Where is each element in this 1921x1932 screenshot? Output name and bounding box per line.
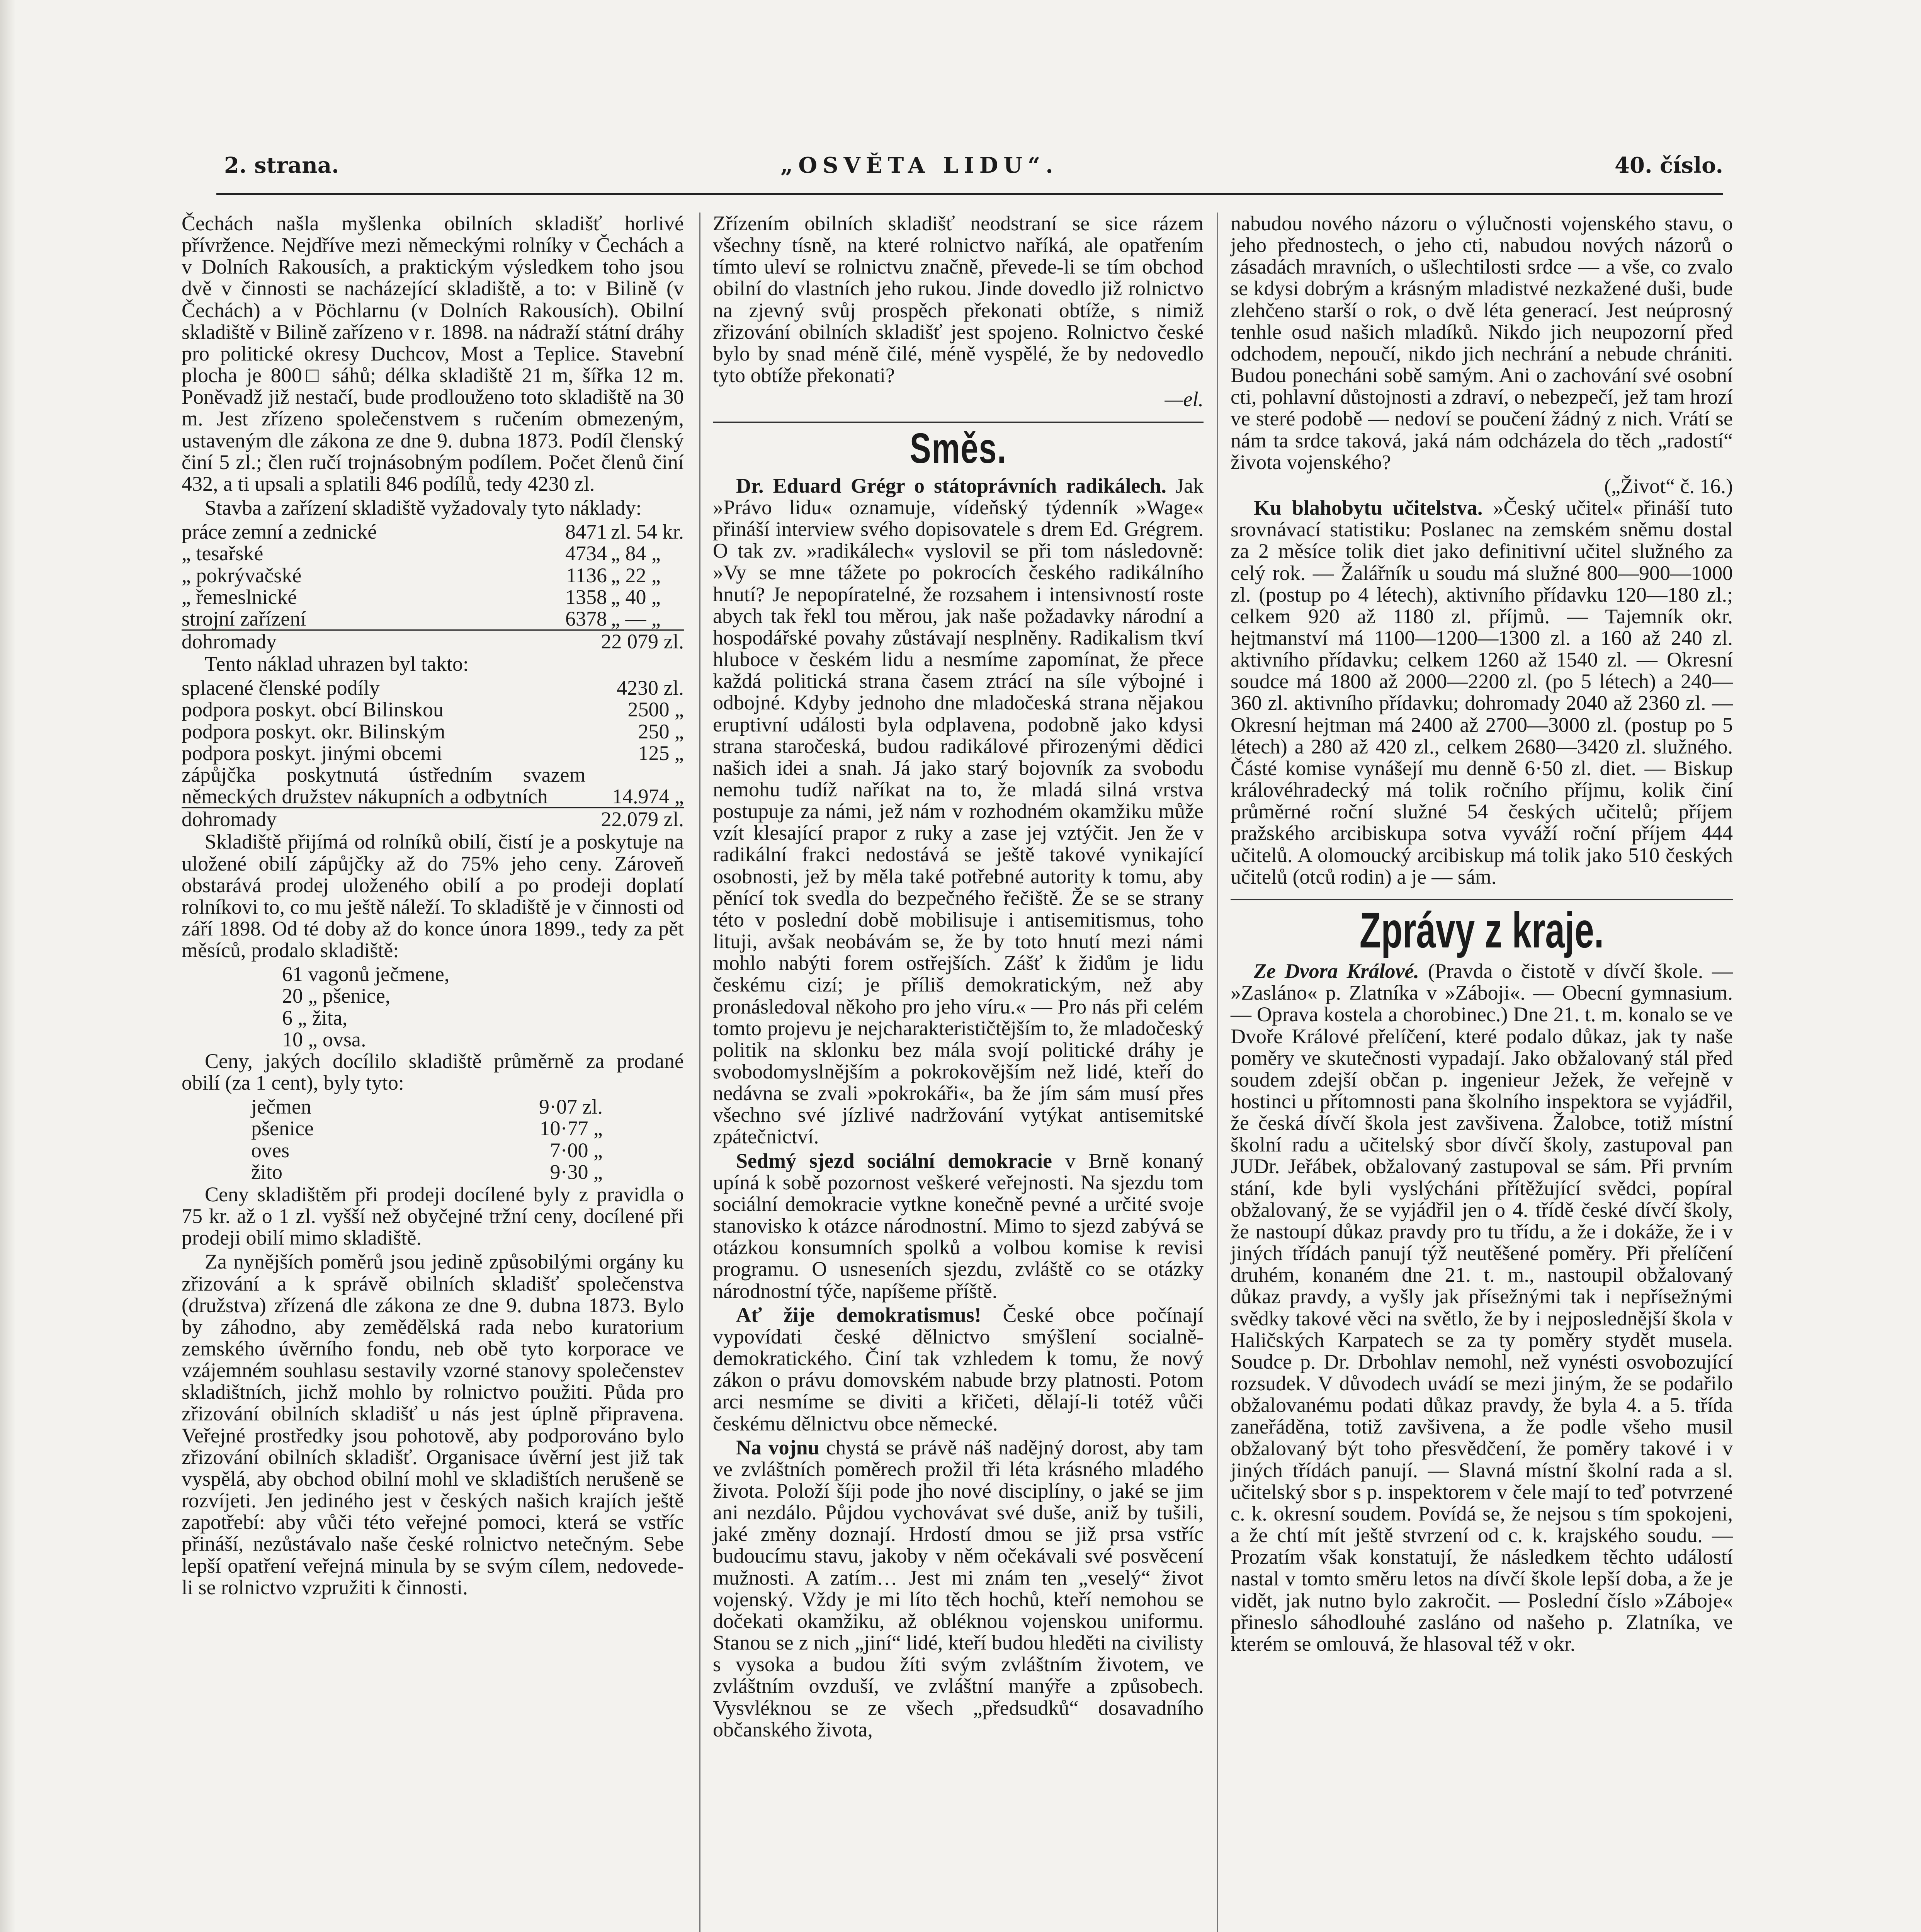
- section-heading-zpravy: Zprávy z kraje.: [1359, 901, 1604, 958]
- newspaper-title: „OSVĚTA LIDU“.: [780, 153, 1059, 178]
- prices-table: [251, 1096, 603, 1183]
- table-row: ječmen 9·07 zl.: [251, 1095, 603, 1119]
- page-binding-edge: [0, 0, 15, 1932]
- table-row: pšenice 10·77 „: [251, 1117, 603, 1140]
- paragraph: Ceny skladištěm při prodeji docílené byly z pravidla o 75 kr. až o 1 zl. vyšší než obyčejné tržní ceny, docílené při prodeji obilí mimo skladiště.: [182, 1182, 684, 1250]
- column-2: [713, 213, 1204, 1743]
- table-row: žito 9·30 „: [251, 1160, 603, 1184]
- news-item: Dr. Eduard Grégr o státoprávních radikálech. Jak »Právo lidu« oznamuje, vídeňský týdenník »Wage« přináší interview svého dopisovatele s drem Ed. Grégrem. O tak zv. »radikálech« vyslovil se při tom následovně: »Vy se mne tážete po pokrocích českého radikálního hnutí? Je nepopíratelné, že rozsahem i intensivností roste abych tak řekl tou měrou, jak naše požadavky národní a hospodářské povahy zůstávají nesplněny. Radikalism tkví hluboce v českém lidu a nesmíme zapomínat, že přece každá politická strana časem ztrácí na síle výbojné i odbojné. Kdyby jednoho dne mladočeská strana nějakou eruptivní události byla odplavena, podobně jako kdysi strana staročeská, budou radikálové přirozenými dědici našich idei a snah. Já jako starý bojovník za svobodu nemohu tudíž naříkat na to, že mladá silná vrstva postupuje za námi, jež nám v rozhodném okamžiku může vzít klesající prapor z ruky a zase jej vztýčit. Jen že v radikální frakci nedostává se ještě takové vynikající osobnosti, jež by měla také potřebné autority k tomu, aby pěnící tok svedla do bezpečného řečiště. Že se se strany této v poslední době mobilisuje i antisemitismus, toho lituji, avšak neobávám se, že by toto hnutí mezi námi mohlo nabýti forem ostřejších. Zášť k židům je lidu českému cizí; je příliš demokratickým, než aby pronásledoval někoho pro jeho víru.« — Pro nás při celém tomto projevu je nejcharakterističtějším to, že mladočeský politik na sklonku bez mála svojí politické dráhy je svobodomyslnějším a pokrokovějším než lidé, kteří do nedávna se zvali »pokrokáři«, ba že jím sám musí přes všechno své jízlivé nadržování vytýkat antisemitské zpátečnictví.: [713, 474, 1204, 1148]
- table-row: „ řemeslnické 1358 „ 40 „: [182, 585, 661, 609]
- table-row: podpora poskyt. obcí Bilinskou 2500 „: [182, 698, 684, 721]
- table-row: „ tesařské 4734 „ 84 „: [182, 542, 661, 565]
- paragraph: Ceny, jakých docílilo skladiště průměrně za prodané obilí (za 1 cent), byly tyto:: [182, 1049, 684, 1095]
- table-row: strojní zařízení 6378 „ — „: [182, 607, 661, 630]
- table-row: práce zemní a zednické 8471 zl. 54 kr.: [182, 520, 684, 544]
- table-row: zápůjčka poskytnutá ústředním svazem německých družstev nákupních a odbytních 14.974 „: [182, 763, 684, 808]
- signature: —el.: [1164, 388, 1204, 411]
- table-row-total: dohromady 22 079 zl.: [182, 629, 684, 653]
- page-header: [216, 153, 1723, 184]
- news-item: Ať žije demokratismus! České obce počínají vypovídati české dělnictvo smýšlení socialně-demokratického. Činí tak vzhledem k tomu, že nový zákon o právu domovském nabude brzy platnosti. Potom arci nesmíme se diviti a křičeti, dělají-li totéž vůči českému dělnictvu obce německé.: [713, 1303, 1204, 1435]
- table-row: podpora poskyt. okr. Bilinským 250 „: [182, 719, 684, 743]
- table-row: „ pokrývačské 1136 „ 22 „: [182, 563, 661, 587]
- paragraph: Stavba a zařízení skladiště vyžadovaly tyto náklady:: [205, 496, 642, 520]
- news-item: Sedmý sjezd sociální demokracie v Brně konaný upíná k sobě pozornost veškeré veřejnosti. Na sjezdu tom sociální demokracie vytkne konečně pevné a určité svoje stanovisko k otázce národnostní. Mimo to sjezd zabývá se otázkou konsumních spolků a volbou komise k revisi programu. O usneseních sjezdu, zvláště co se otázky národnostní týče, napíšeme příště.: [713, 1149, 1204, 1303]
- costs-table: [182, 521, 684, 652]
- list-item: 6 „ žita,: [282, 1006, 348, 1029]
- column-divider: [1217, 213, 1218, 1932]
- table-row-total: dohromady 22.079 zl.: [182, 808, 684, 831]
- wagon-list: [182, 963, 684, 1050]
- section-rule: [1231, 899, 1733, 900]
- column-3: [1231, 213, 1733, 1657]
- issue-number: 40. číslo.: [1615, 153, 1723, 178]
- header-rule: [216, 193, 1723, 195]
- news-item: Ze Dvora Králové. (Pravda o čistotě v dívčí škole. — »Zasláno« p. Zlatníka v »Záboji«. — Obecní gymnasium. — Oprava kostela a chorobinec.) Dne 21. t. m. konalo se ve Dvoře Králové přelíčení, které podalo důkaz, jak ty naše poměry ve skutečnosti vypadají. Jako obžalovaný stál před soudem zdejší občan p. ingenieur Ježek, že veřejně v hostinci u přítomnosti pana školního inspektora se vyjádřil, že česká dívčí škola jest zavšivena. Žalobce, totiž místní školní radu a učitelský sbor dívčí školy, zastupoval pan JUDr. Jeřábek, obžalovaný zastupoval se sám. Při prvním stání, kde byli vyslýcháni přítěžující svědci, popíral obžalovaný, že se vyjádřil jen o 4. třídě české dívčí školy, že nastoupí důkaz pravdy pro tu třídu, a že i dokáže, že i v jiných třídách panují týž neutěšené poměry. Při přelíčení druhém, konaném dne 21. t. m., nastoupil obžalovaný důkaz pravdy, a vyšly jak přísežnými tak i nepřísežnými svědky takové věci na světlo, že by i nejposlednější škola v Haličských Karpatech se za ty poměry stydět musela. Soudce p. Dr. Drbohlav nemohl, než vynésti osvobozující rozsudek. V důvodech uvádí se mezi jiným, že se podařilo obžalovanému podati důkaz pravdy, že byla 4. a 5. třída zaneřáděna, totiž zavšivena, a že podle všeho musil obžalovaný být toho přesvědčení, že poměry takové i v jiných třídách panují. — Slavná místní školní rada a sl. učitelský sbor s p. inspektorem v čele mají to teď potvrzené c. k. okresní soudem. Povídá se, že nejsou s tím spokojeni, a že chtí mít ještě stvrzení od c. k. krajského soudu. — Prozatím však konstatují, že následkem těchto událostí nastal v tomto směru letos na dívčí škole lepší doba, a že je vidět, jak nutno bylo zakročit. — Poslední číslo »Záboje« přineslo sáhodlouhé zasláno od našeho p. Zlatníka, ve kterém se omlouvá, že hlasoval též v okr.: [1231, 959, 1733, 1655]
- paragraph: Tento náklad uhrazen byl takto:: [205, 652, 469, 676]
- news-item: Na vojnu chystá se právě náš nadějný dorost, aby tam ve zvláštních poměrech prožil tři léta krásného mladého života. Položí šíji pode jho nové disciplíny, o jaké se jim ani nezdálo. Půjdou vychovávat své duše, aniž by tušili, jaké změny doznají. Hrdostí dmou se již prsa vstříc budoucímu stavu, jakoby v něm očekávali své posvěcení mužnosti. A zatím… Jest mi znám ten „veselý“ život vojenský. Vždy je mi líto těch hochů, kteří nemohou se dočekati okamžiku, až obléknou vojenskou uniformu. Stanou se z nich „jiní“ lidé, kteří budou hleděti na civilisty s vysoka a budou žíti svým zvláštním životem, ve zvláštním ovzduší, ve zvláštní manýře a způsobech. Vysvléknou se ze všech „předsudků“ dosavadního občanského života,: [713, 1435, 1204, 1741]
- section-rule: [713, 422, 1204, 423]
- table-row: splacené členské podíly 4230 zl.: [182, 676, 684, 700]
- table-row: oves 7·00 „: [251, 1138, 603, 1162]
- source-citation: („Život“ č. 16.): [1604, 474, 1733, 498]
- news-item: Ku blahobytu učitelstva. »Český učitel« přináší tuto srovnávací statistiku: Poslanec na zemském sněmu dostal za 2 měsíce tolik diet jako definitivní učitel služného za celý rok. — Žalářník u soudu má služné 800—900—1000 zl. (postup po 4 létech), aktivního přídavku 120—180 zl.; celkem 920 až 1180 zl. příjmů. — Tajemník okr. hejtmanství má 1100—1200—1300 zl. a 160 až 240 zl. aktivního přídavku; celkem 1260 až 1540 zl. — Okresní soudce má 1800 až 2000—2200 zl. (po 5 létech) a 240—360 zl. aktivního přídavku; dohromady 2040 až 2360 zl. — Okresní hejtman má 2400 až 2700—3000 zl. (postup po 5 létech) a 280 až 420 zl., celkem 2680—3420 zl. služného. Částé komise vynášejí mu denně 6·50 zl. diet. — Biskup královéhradecký má tolik ročního příjmu, kolik činí průměrné roční služné 54 českých učitelů; příjem pražského arcibiskupa sotva vyváží roční příjem 444 učitelů. A olomoucký arcibiskup má tolik jako 510 českých učitelů (otců rodin) a je — sám.: [1231, 496, 1733, 888]
- list-item: 61 vagonů ječmene,: [282, 963, 450, 986]
- paragraph: nabudou nového názoru o výlučnosti vojenského stavu, o jeho přednostech, o jeho cti, nabudou nových názorů o zásadách mravních, o ušlechtilosti srdce — a vše, co zvalo se kdysi dobrým a krásným mladistvé nezkažené duši, bude zlehčeno starší o rok, o dvě léta generací. Jest neúprosný tenhle osud našich mladíků. Nikdo jich neupozorní před odchodem, nepoučí, nikdo jich nechrání a nebude chrániti. Budou ponecháni sobě samým. Ani o zachování své osobní cti, pohlavní důstojnosti a zdraví, o nebezpečí, jež tam hrozí ve steré podobě — nedoví se poučení žádný z nich. Vrátí se nám ta srdce taková, jaká nám odcházela do těch „radostí“ života vojenského?: [1231, 212, 1733, 474]
- list-item: 20 „ pšenice,: [282, 984, 391, 1008]
- column-divider: [699, 213, 700, 1932]
- funds-table: [182, 677, 684, 830]
- table-row: podpora poskyt. jinými obcemi 125 „: [182, 741, 684, 765]
- paragraph: Skladiště přijímá od rolníků obilí, čistí je a poskytuje na uložené obilí zápůjčky až do 75% jeho ceny. Zároveň obstarává prodej uloženého obilí a po prodeji doplatí rolníkovi to, co mu ještě náleží. To skladiště je v činnosti od září 1898. Od té doby až do konce února 1899., tedy za pět měsíců, prodalo skladiště:: [182, 830, 684, 962]
- section-heading-smes: Směs.: [910, 425, 1007, 473]
- paragraph: Zřízením obilních skladišť neodstraní se sice rázem všechny tísně, na které rolnictvo naříká, ale opatřením tímto uleví se rolnictvu značně, převede-li se tím obchod obilní do vlastních jeho rukou. Jinde dovedlo již rolnictvo na zjevný svůj prospěch překonati obtíže, s nimiž zřizování obilních skladišť jest spojeno. Rolnictvo české bylo by snad méně čilé, méně vyspělé, že by nedovedlo tyto obtíže překonati?: [713, 212, 1204, 387]
- page-number: 2. strana.: [224, 153, 339, 178]
- paragraph: Za nynějších poměrů jsou jedině způsobilými orgány ku zřizování a k správě obilních skladišť společenstva (družstva) zřízená dle zákona ze dne 9. dubna 1873. Bylo by záhodno, aby zemědělská rada nebo kuratorium zemského úvěrního fondu, neb obě tyto korporace ve vzájemném souhlasu sestavily vzorné stanovy společenstev skladištních, jichž mohlo by rolnictvo použiti. Půda pro zřizování obilních skladišť u nás jest úplně připravena. Veřejné prostředky jsou pohotově, aby podporováno bylo zřizování obilních skladišť. Organisace úvěrní jest již tak vyspělá, aby obchod obilní mohl ve skladištích nerušeně se rozvíjeti. Jen jediného jest v českých našich krajích ještě zapotřebí: aby vůči této veřejné pomoci, která se vstříc přináší, nezůstávalo naše české rolnictvo netečným. Sebe lepší opatření veřejná minula by se svým cílem, nedovede-li se rolnictvo vzpružiti k činnosti.: [182, 1250, 684, 1599]
- paragraph: Čechách našla myšlenka obilních skladišť horlivé přívržence. Nejdříve mezi německými rolníky v Čechách a v Dolních Rakousích, a praktickým výsledkem toho jsou dvě v činnosti se nacházející skladiště, a to: v Bilině (v Čechách) a v Pöchlarnu (v Dolních Rakousích). Obilní skladiště v Bilině zařízeno v r. 1898. na nádraží státní dráhy pro politické okresy Duchcov, Most a Teplice. Stavební plocha je 800□ sáhů; délka skladiště 21 m, šířka 12 m. Poněvadž již nestačí, bude prodlouženo toto skladiště na 30 m. Jest zřízeno společenstvem s ručením obmezeným, ustaveným dle zákona ze dne 9. dubna 1873. Podíl členský činí 5 zl.; člen ručí trojnásobným podílem. Počet členů činí 432, a ti upsali a splatili 846 podílů, tedy 4230 zl.: [182, 212, 684, 495]
- column-1: [182, 213, 684, 1600]
- list-item: 10 „ ovsa.: [282, 1027, 366, 1051]
